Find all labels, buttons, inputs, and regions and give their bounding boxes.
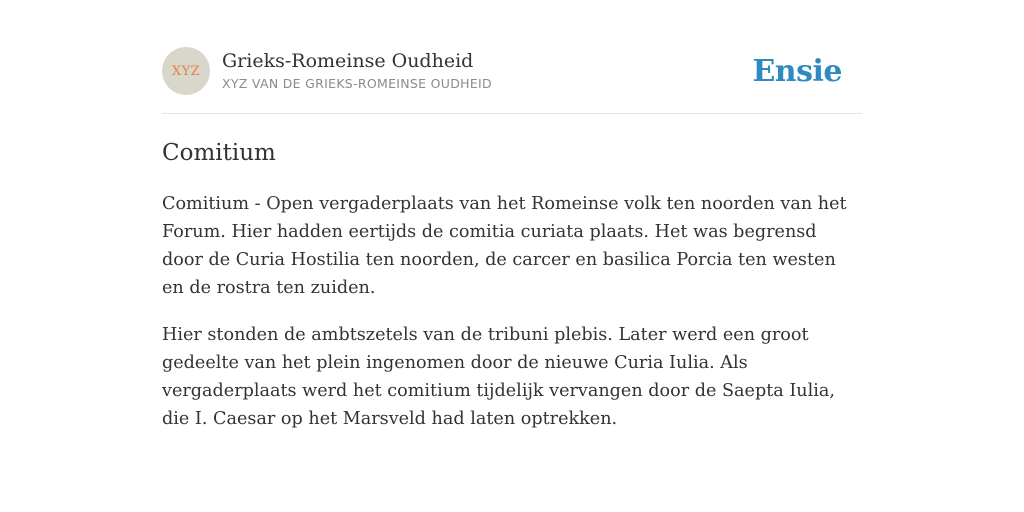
entry-header (162, 46, 862, 114)
ensie-logo[interactable]: Ensie (752, 53, 842, 89)
source-info (222, 49, 752, 93)
source-subtitle: XYZ VAN DE GRIEKS-ROMEINSE OUDHEID (222, 76, 492, 91)
page (162, 0, 862, 433)
entry-title: Comitium (162, 140, 276, 166)
source-title-link[interactable]: Grieks-Romeinse Oudheid (222, 50, 474, 72)
source-avatar[interactable]: XYZ (162, 47, 210, 95)
entry-paragraph-1: Comitium - Open vergaderplaats van het Romeinse volk ten noorden van het Forum. Hier hadden eertijds de comitia curiata plaats. Het was begrensd door de Curia Hostilia ten noorden, de carcer en basilica Porcia ten westen en de rostra ten zuiden. (162, 194, 847, 298)
entry-paragraph-2: Hier stonden de ambtszetels van de tribuni plebis. Later werd een groot gedeelte van het plein ingenomen door de nieuwe Curia Iulia. Als vergaderplaats werd het comitium tijdelijk vervangen door de Saepta Iulia, die I. Caesar op het Marsveld had laten optrekken. (162, 325, 835, 429)
